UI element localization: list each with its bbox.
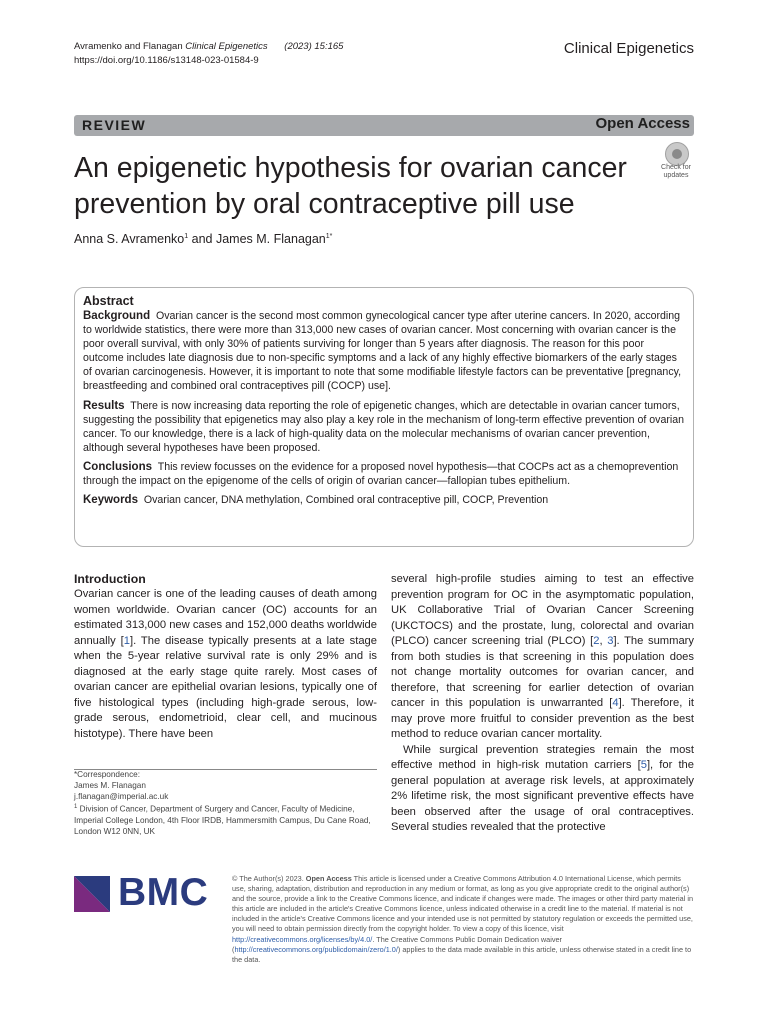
check-for-updates-label: Check for updates xyxy=(661,164,691,179)
article-title: An epigenetic hypothesis for ovarian cancer prevention by oral contraceptive pill use xyxy=(74,152,627,220)
license-link[interactable]: http://creativecommons.org/licenses/by/4.0/ xyxy=(232,934,373,944)
abstract-conclusions: Conclusions This review focusses on the evidence for a proposed novel hypothesis—that COCPs act as a chemoprevention through the impact on the epigenome of the cells of origin of ovarian cancer—fallopian tubes epithelium. xyxy=(83,460,679,488)
correspondence-email[interactable]: j.flanagan@imperial.ac.uk xyxy=(74,791,169,801)
article-type-label: REVIEW xyxy=(82,117,147,133)
license-text: © The Author(s) 2023. Open Access This article is licensed under a Creative Commons Attribution 4.0 International License, which permits use, sharing, adaptation, distribution and reproduction in any medium or format, as long as you give appropriate credit to the original author(s) and the source, provide a link to the Creative Commons licence, and indicate if changes were made. The images or other third party material in this article are included in the article's Creative Commons licence, unless indicated otherwise in a credit line to the material. If material is not included in the article's Creative Commons licence and your intended use is not permitted by statutory regulation or exceeds the permitted use, you will need to obtain permission directly from the copyright holder. To view a copy of this licence, visit http://creativecommons.org/licenses/by/4.0/. The Creative Commons Public Domain Dedication waiver (http://creativecommons.org/publicdomain/zero/1.0/) applies to the data made available in this article, unless otherwise stated in a credit line to the data. xyxy=(232,874,694,964)
intro-paragraph-1-cont: several high-profile studies aiming to test an effective prevention program for OC in the asymptomatic population, UK Collaborative Trial of Ovarian Cancer Screening (UKCTOCS) and the prostate, lung, colorectal and ovarian (PLCO) cancer screening trial (PLCO) [2, 3]. The summary from both studies is that screening in this population does not change mortality outcomes for ovarian cancer, and therefore, that screening for earlier detection of ovarian cancer in this population is unwarranted [4]. Therefore, it may prove more fruitful to consider prevention as the best method to reduce ovarian cancer mortality. xyxy=(391,573,695,740)
citation-link[interactable]: 2 xyxy=(593,635,600,647)
body-column-right xyxy=(391,572,694,836)
header-authors: Avramenko and Flanagan xyxy=(74,41,183,52)
header-doi-link[interactable]: https://doi.org/10.1186/s13148-023-01584-9 xyxy=(74,55,259,66)
affiliation: $^1$ Division of Cancer, Department of Surgery and Cancer, Faculty of Medicine, Imperial College London, 4th Floor IRDB, Hammersmith Campus, Du Cane Road, London W12 0NN, UK xyxy=(74,804,371,836)
check-for-updates-button[interactable] xyxy=(656,140,696,184)
citation-link[interactable]: 3 xyxy=(607,635,614,647)
abstract-keywords: Keywords Ovarian cancer, DNA methylation, Combined oral contraceptive pill, COCP, Prevention xyxy=(83,494,549,507)
correspondence-name: James M. Flanagan xyxy=(74,780,146,790)
journal-name: Clinical Epigenetics xyxy=(563,40,694,57)
citation-link[interactable]: 5 xyxy=(640,759,647,771)
header-citation-line xyxy=(74,40,343,54)
article-type-banner xyxy=(74,115,694,136)
license-open-access: Open Access xyxy=(305,874,352,883)
correspondence-label: *Correspondence: xyxy=(74,770,140,779)
body-column-left xyxy=(74,572,377,742)
public-domain-link[interactable]: http://creativecommons.org/publicdomain/zero/1.0/ xyxy=(234,944,398,954)
author-1-affiliation: 1 xyxy=(184,232,189,240)
abstract-box xyxy=(74,287,694,547)
author-1[interactable]: Anna S. Avramenko xyxy=(74,232,185,246)
abstract-background: Background Ovarian cancer is the second most common gynecological cancer type after uterine cancers. In 2020, according to worldwide statistics, there were more than 313,000 new cases of ovarian cancer. Most concerning with ovarian cancer is the poor overall survival, with only 30% of patients surviving for longer than 5 years after diagnosis. The reason for this poor outcome includes late diagnosis due to non-specific symptoms and a lack of any highly effective biomarkers of the early stages of ovarian carcinogenesis. However, it is important to note that some modifiable lifestyle factors can be preventative [pregnancy, breastfeeding and combined oral contraceptives pill (COCP) use]. xyxy=(83,310,682,393)
correspondence-footnote xyxy=(74,770,377,838)
author-list: Anna S. Avramenko$^1$ and James M. Flanagan$^{1*}$ xyxy=(74,232,333,246)
intro-paragraph-1: Ovarian cancer is one of the leading causes of death among women worldwide. Ovarian cancer (OC) accounts for an estimated 313,000 new cases and 152,000 deaths worldwide annually [1]. The disease typically presents at a late stage when the 5-year relative survival rate is only 29% and is diagnosed at the early stage quite rarely. Most cases of ovarian cancer are epithelial ovarian lesions, typically one of five histological types (including high-grade serous, low-grade serous, endometrioid, clear cell, and mucinous histotype). There have been xyxy=(74,588,377,740)
author-2-affiliation: 1* xyxy=(325,232,333,240)
header-citation: (2023) 15:165 xyxy=(284,41,344,52)
bmc-logo-icon xyxy=(74,876,110,912)
bmc-logo-text: BMC xyxy=(118,871,209,914)
author-2[interactable]: James M. Flanagan xyxy=(215,232,326,246)
citation-link[interactable]: 1 xyxy=(123,634,130,647)
abstract-heading: Abstract xyxy=(83,294,134,308)
running-header xyxy=(74,40,343,68)
introduction-heading: Introduction xyxy=(74,572,146,586)
citation-link[interactable]: 4 xyxy=(612,697,619,709)
abstract-results: Results There is now increasing data reporting the role of epigenetic changes, which are detectable in ovarian cancer tumors, suggesting the possibility that epigenetics may also play a key role in the mechanism of long-term effective prevention of ovarian cancer. To our knowledge, there is a lack of high-quality data on the molecular mechanisms of ovarian cancer prevention, although several hypotheses have been proposed. xyxy=(83,399,685,454)
intro-paragraph-2: While surgical prevention strategies remain the most effective method in high-risk mutation carriers [5], for the general population at average risk levels, at approximately 2% lifetime risk, the most significant preventive effects have been observed after the usage of oral contraceptives. Several studies revealed that the protective xyxy=(391,743,694,833)
header-journal: Clinical Epigenetics xyxy=(185,41,268,52)
open-access-label: Open Access xyxy=(595,115,690,132)
update-icon xyxy=(665,142,689,166)
